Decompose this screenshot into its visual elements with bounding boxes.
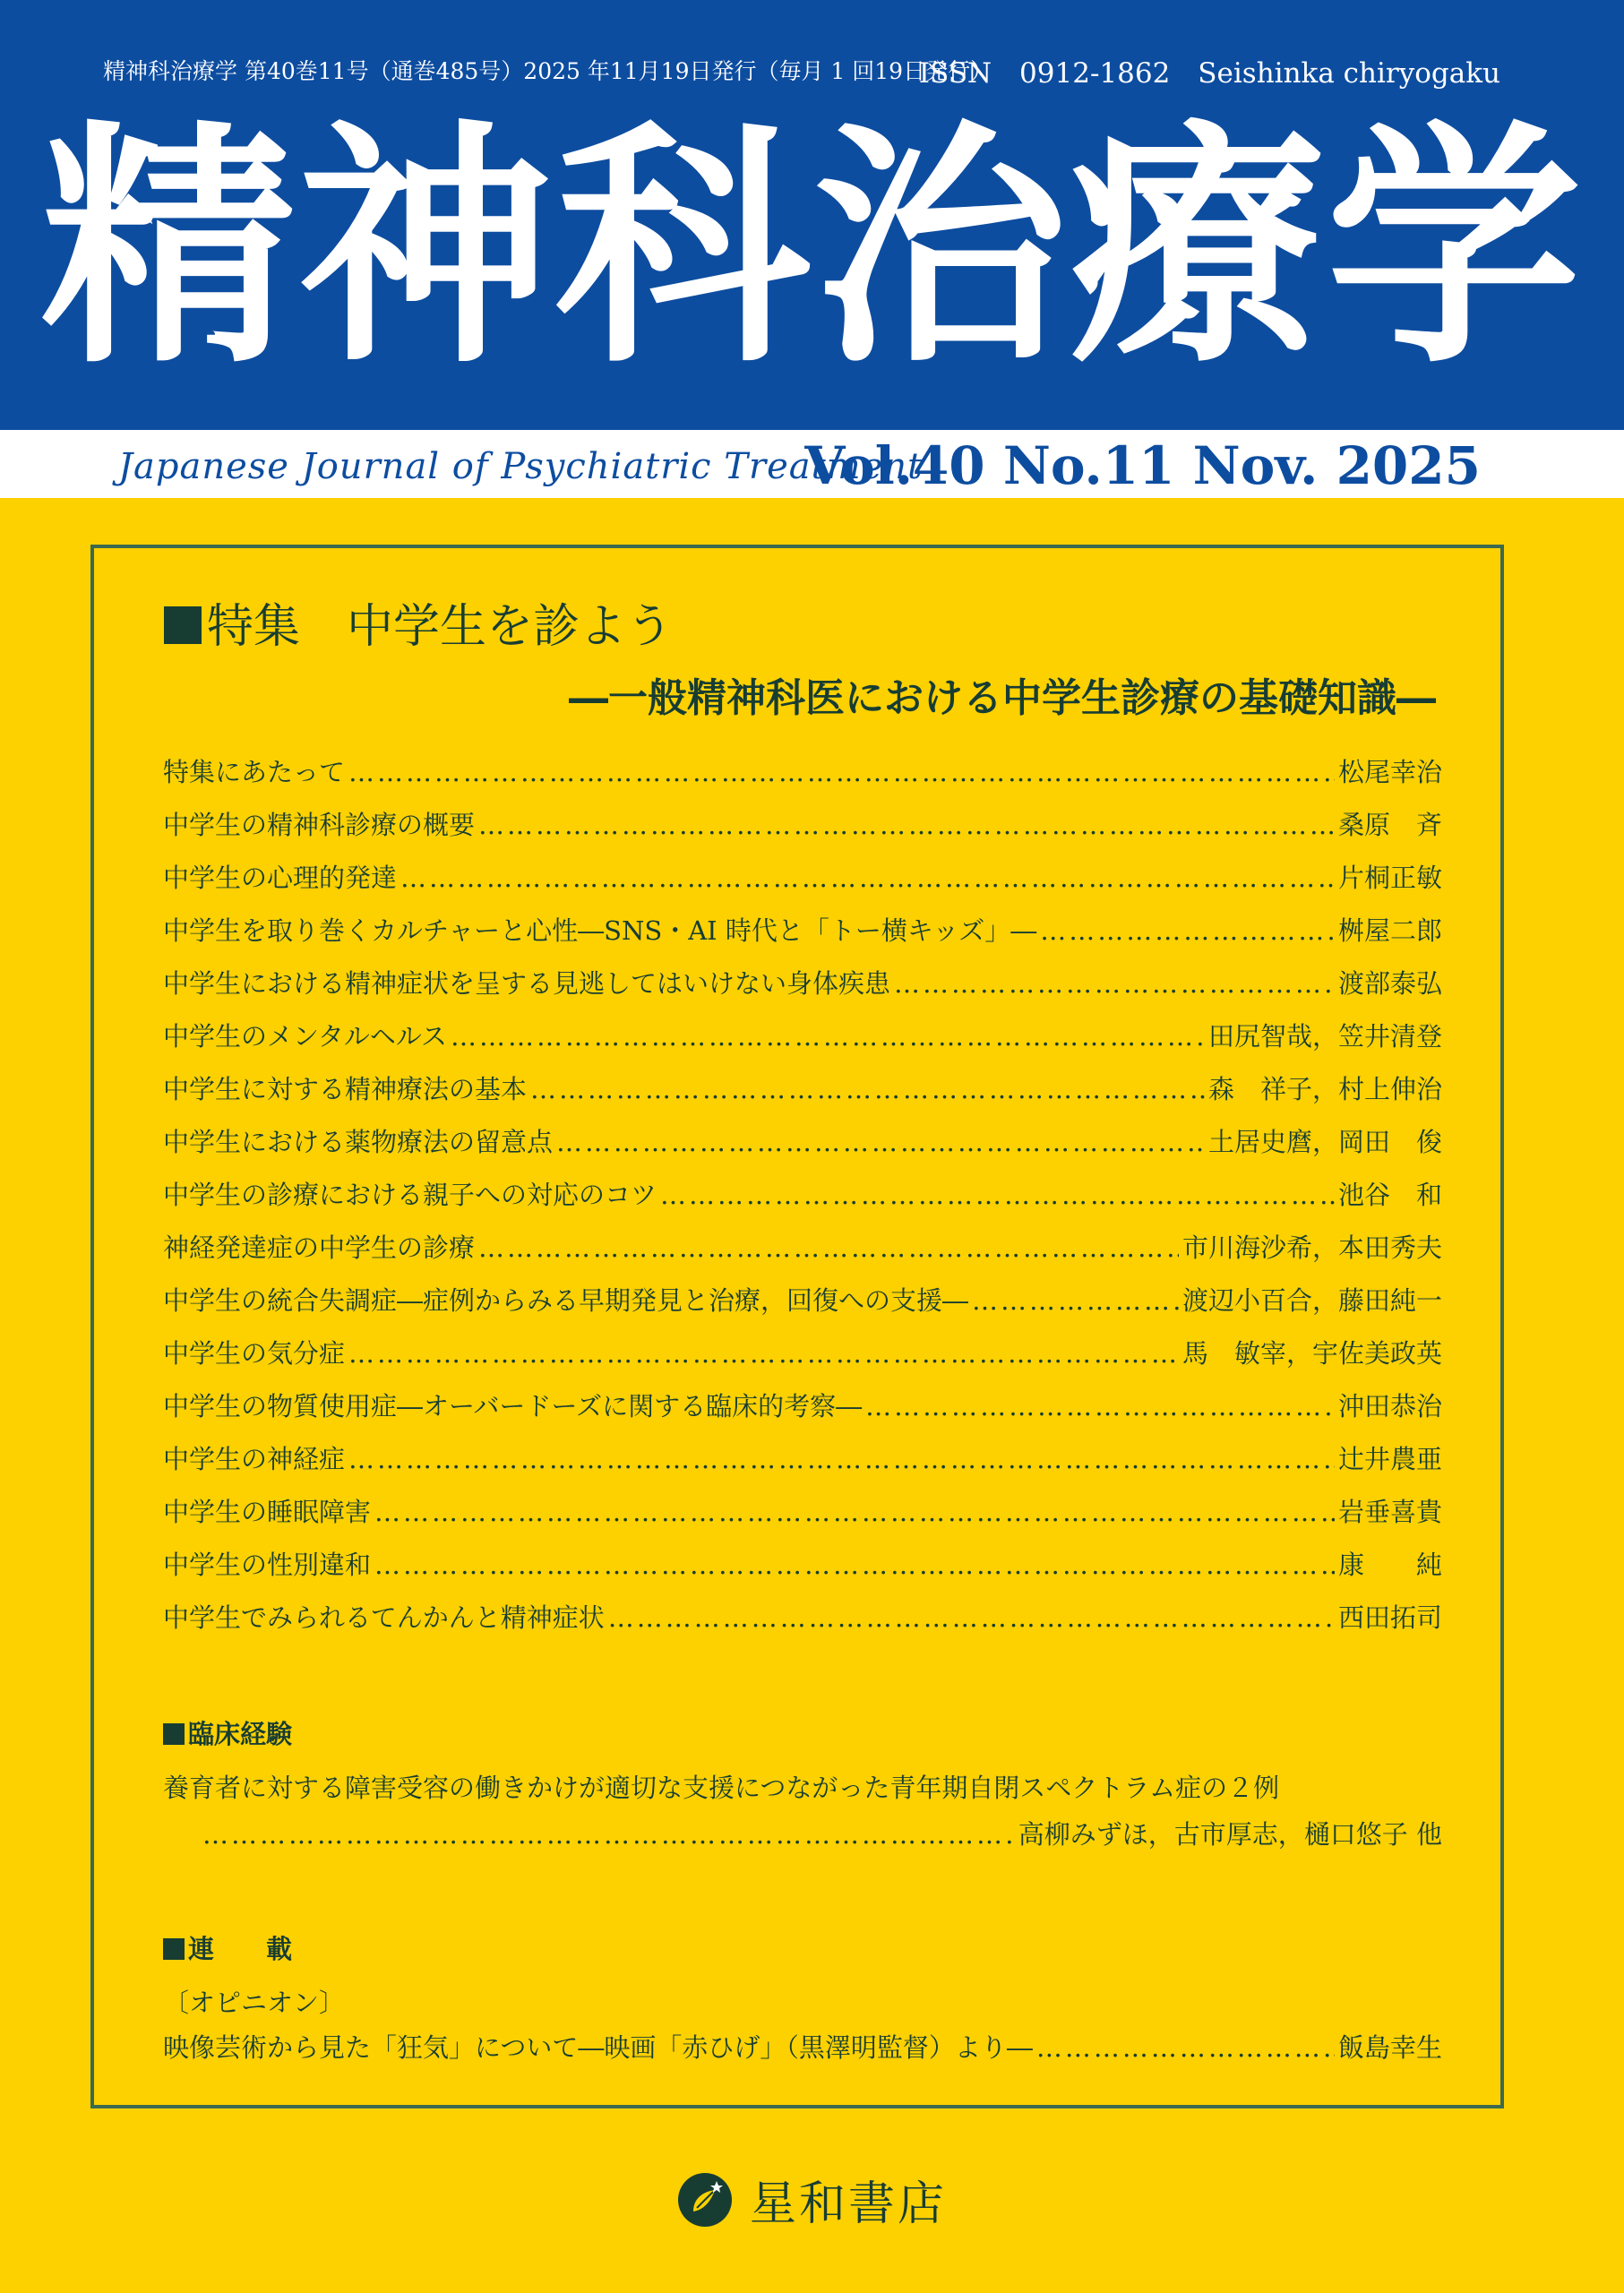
toc-item-authors: 桑原 斉 bbox=[1337, 810, 1442, 840]
toc-item-authors: 西田拓司 bbox=[1337, 1602, 1442, 1633]
toc-item-authors: 岩垂喜貴 bbox=[1337, 1497, 1442, 1527]
leader-dots bbox=[1036, 2032, 1335, 2063]
publisher-name: 星和書店 bbox=[750, 2177, 948, 2231]
volume-info: Vol.40 No.11 Nov. 2025 bbox=[804, 435, 1481, 496]
toc-item-title: 中学生の神経症 bbox=[163, 1444, 346, 1474]
clinical-article-byline bbox=[199, 1815, 1442, 1868]
toc-item bbox=[163, 1228, 1442, 1281]
toc-item-authors: 辻井農亜 bbox=[1337, 1444, 1442, 1474]
toc-item-title: 神経発達症の中学生の診療 bbox=[163, 1232, 476, 1263]
leader-dots bbox=[972, 1285, 1179, 1316]
leader-dots bbox=[202, 1819, 1015, 1850]
leader-dots bbox=[530, 1074, 1205, 1104]
toc-item bbox=[163, 1492, 1442, 1545]
square-bullet-icon bbox=[164, 606, 202, 644]
toc-item-authors: 市川海沙希，本田秀夫 bbox=[1181, 1232, 1442, 1263]
series-article bbox=[163, 2028, 1442, 2081]
series-article-authors: 飯島幸生 bbox=[1337, 2032, 1442, 2063]
toc-item bbox=[163, 1439, 1442, 1492]
square-bullet-icon bbox=[163, 1938, 185, 1960]
toc-item bbox=[163, 911, 1442, 964]
toc-item bbox=[163, 805, 1442, 858]
toc-item-authors: 渡部泰弘 bbox=[1337, 968, 1442, 999]
publisher bbox=[0, 2166, 1624, 2233]
leader-dots bbox=[660, 1180, 1335, 1210]
feature-subtitle: ―一般精神科医における中学生診療の基礎知識― bbox=[569, 675, 1436, 721]
toc-item-title: 中学生の心理的発達 bbox=[163, 863, 398, 893]
toc-item-title: 中学生に対する精神療法の基本 bbox=[163, 1074, 528, 1104]
leader-dots bbox=[865, 1391, 1335, 1421]
toc-item-authors: 松尾幸治 bbox=[1337, 757, 1442, 787]
toc-item-title: 中学生における精神症状を呈する見逃してはいけない身体疾患 bbox=[163, 968, 891, 999]
toc-item bbox=[163, 1069, 1442, 1122]
toc-item-authors: 桝屋二郎 bbox=[1337, 915, 1442, 946]
toc-item bbox=[163, 1017, 1442, 1069]
toc-item-title: 中学生における薬物療法の留意点 bbox=[163, 1127, 554, 1157]
toc-item-authors: 康 純 bbox=[1337, 1550, 1442, 1580]
toc-item-title: 中学生の睡眠障害 bbox=[163, 1497, 372, 1527]
toc-item bbox=[163, 1598, 1442, 1651]
toc-item-authors: 馬 敏宰，宇佐美政英 bbox=[1181, 1338, 1442, 1369]
leader-dots bbox=[451, 1021, 1205, 1052]
toc-item-authors: 土居史麿，岡田 俊 bbox=[1207, 1127, 1442, 1157]
leader-dots bbox=[478, 1232, 1179, 1263]
series-heading bbox=[163, 1929, 292, 1966]
journal-title: 精神科治療学 bbox=[40, 98, 1584, 398]
leader-dots bbox=[556, 1127, 1205, 1157]
feature-heading bbox=[164, 588, 673, 656]
toc-item-title: 中学生の統合失調症―症例からみる早期発見と治療，回復への支援― bbox=[163, 1285, 969, 1316]
series-heading-label: 連 載 bbox=[188, 1934, 293, 1964]
clinical-heading-label: 臨床経験 bbox=[188, 1719, 293, 1749]
toc-item-title: 中学生の物質使用症―オーバードーズに関する臨床的考察― bbox=[163, 1391, 863, 1421]
toc-item bbox=[163, 1545, 1442, 1598]
toc-item bbox=[163, 1387, 1442, 1439]
toc-item-title: 中学生でみられるてんかんと精神症状 bbox=[163, 1602, 605, 1633]
toc-item-authors: 片桐正敏 bbox=[1337, 863, 1442, 893]
toc-item bbox=[163, 1175, 1442, 1228]
toc-item-title: 中学生のメンタルヘルス bbox=[163, 1021, 447, 1052]
leader-dots bbox=[894, 968, 1335, 999]
series-article-title: 映像芸術から見た「狂気」について―映画「赤ひげ」（黒澤明監督）より― bbox=[163, 2032, 1033, 2063]
leader-dots bbox=[348, 1444, 1335, 1474]
toc-item-authors: 森 祥子，村上伸治 bbox=[1207, 1074, 1442, 1104]
toc-item bbox=[163, 1334, 1442, 1387]
feature-title: 特集 中学生を診よう bbox=[207, 600, 674, 654]
toc-item-title: 中学生の性別違和 bbox=[163, 1550, 372, 1580]
toc-item bbox=[163, 858, 1442, 911]
star-leaf-logo-icon bbox=[677, 2172, 733, 2228]
leader-dots bbox=[348, 1338, 1179, 1369]
leader-dots bbox=[478, 810, 1335, 840]
toc-item-authors: 沖田恭治 bbox=[1337, 1391, 1442, 1421]
publication-info: 精神科治療学 第40巻11号（通巻485号）2025 年11月19日発行（毎月 1 回19日発行） bbox=[103, 58, 993, 84]
clinical-article-authors: 高柳みずほ，古市厚志，樋口悠子 他 bbox=[1018, 1819, 1442, 1850]
toc-item bbox=[163, 964, 1442, 1017]
issn-info: ISSN 0912-1862 Seishinka chiryogaku bbox=[918, 57, 1500, 90]
leader-dots bbox=[374, 1550, 1335, 1580]
leader-dots bbox=[400, 863, 1335, 893]
toc-item-title: 特集にあたって bbox=[163, 757, 346, 787]
series-category: 〔オピニオン〕 bbox=[163, 1988, 346, 2018]
clinical-heading bbox=[163, 1714, 292, 1751]
toc-item-title: 中学生の気分症 bbox=[163, 1338, 346, 1369]
toc-item bbox=[163, 1122, 1442, 1175]
toc-item-authors: 渡辺小百合，藤田純一 bbox=[1181, 1285, 1442, 1316]
toc-item-authors: 池谷 和 bbox=[1337, 1180, 1442, 1210]
toc-item bbox=[163, 1281, 1442, 1334]
toc-item-authors: 田尻智哉，笠井清登 bbox=[1207, 1021, 1442, 1052]
leader-dots bbox=[608, 1602, 1335, 1633]
feature-article-list bbox=[163, 752, 1442, 1651]
toc-item-title: 中学生の精神科診療の概要 bbox=[163, 810, 476, 840]
toc-item-title: 中学生の診療における親子への対応のコツ bbox=[163, 1180, 657, 1210]
leader-dots bbox=[348, 757, 1335, 787]
header-band bbox=[0, 0, 1624, 430]
square-bullet-icon bbox=[163, 1723, 185, 1745]
leader-dots bbox=[1040, 915, 1335, 946]
toc-item-title: 中学生を取り巻くカルチャーと心性―SNS・AI 時代と「トー横キッズ」― bbox=[163, 915, 1037, 946]
toc-item bbox=[163, 752, 1442, 805]
contents-box bbox=[90, 545, 1504, 2108]
clinical-article-title: 養育者に対する障害受容の働きかけが適切な支援につながった青年期自閉スペクトラム症の２例 bbox=[163, 1773, 1280, 1803]
journal-english-title: Japanese Journal of Psychiatric Treatment bbox=[118, 446, 924, 487]
leader-dots bbox=[374, 1497, 1335, 1527]
